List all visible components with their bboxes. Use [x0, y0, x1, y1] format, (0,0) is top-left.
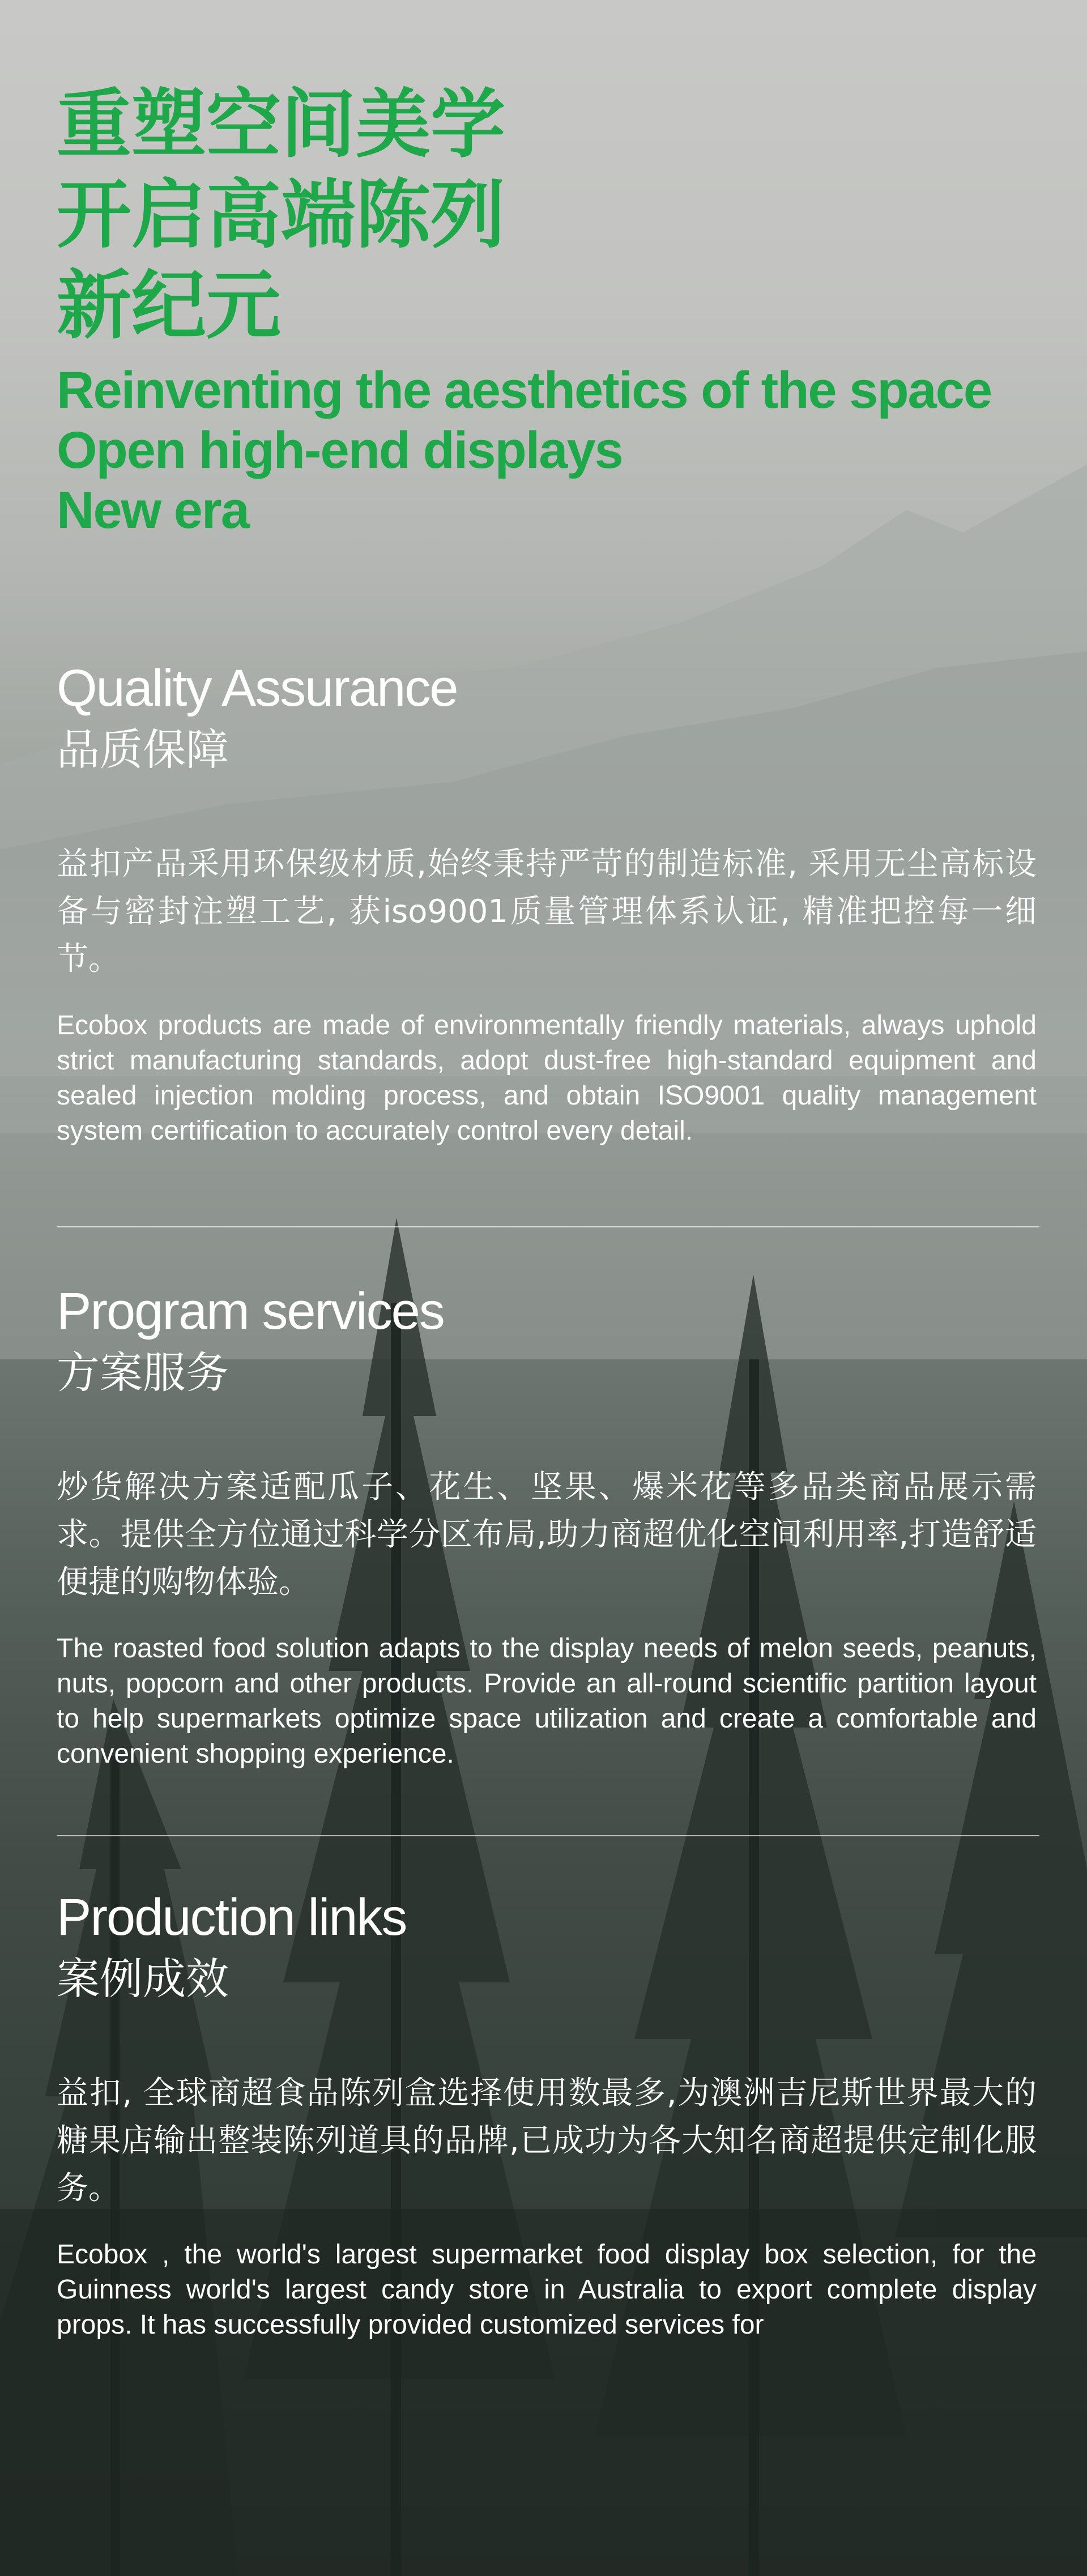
section-body-cn: 益扣, 全球商超食品陈列盒选择使用数最多,为澳洲吉尼斯世界最大的糖果店输出整装陈列道具的品牌,已成功为各大知名商超提供定制化服务。: [57, 2075, 1037, 2207]
section-title-cn: 案例成效: [57, 1954, 229, 2004]
hero-title-cn-line: 开启高端陈列: [57, 172, 505, 259]
hero-title-cn-line: 新纪元: [57, 262, 281, 349]
hero-title-cn: [57, 79, 991, 351]
section-divider: [57, 1226, 1039, 1227]
hero-title-en-line: New era: [57, 481, 249, 539]
section-body-cn: 炒货解决方案适配瓜子、花生、坚果、爆米花等多品类商品展示需求。提供全方位通过科学分区布局,助力商超优化空间利用率,打造舒适便捷的购物体验。: [57, 1469, 1037, 1601]
section-title-cn: 方案服务: [57, 1347, 229, 1398]
section-body-en: Ecobox , the world's largest supermarket food display box selection, for the Guinness world's largest candy store in Australia to export complete display props. It has successfully provided customized services for: [57, 2240, 1037, 2340]
section-program-services: [57, 1280, 1037, 1772]
section-body-en: The roasted food solution adapts to the display needs of melon seeds, peanuts, nuts, popcorn and other products. Provide an all-round scientific partition layout to help supermarkets optimize space utilization and create a comfortable and convenient shopping experience.: [57, 1634, 1037, 1769]
section-title-en: Program services: [57, 1282, 444, 1340]
section-quality-assurance: [57, 657, 1037, 1149]
section-divider: [57, 1835, 1039, 1836]
section-title-en: Production links: [57, 1888, 407, 1946]
section-production-links: [57, 1886, 1037, 2343]
section-title-en: Quality Assurance: [57, 659, 458, 717]
section-body-cn: 益扣产品采用环保级材质,始终秉持严苛的制造标准, 采用无尘高标设备与密封注塑工艺, 获iso9001质量管理体系认证, 精准把控每一细节。: [57, 846, 1037, 978]
hero-title-en-line: Reinventing the aesthetics of the space: [57, 361, 992, 419]
hero-title-en-line: Open high-end displays: [57, 421, 623, 479]
hero: [57, 79, 991, 540]
section-title-cn: 品质保障: [57, 724, 229, 775]
hero-title-en: [57, 360, 991, 540]
section-body-en: Ecobox products are made of environmentally friendly materials, always uphold strict manufacturing standards, adopt dust-free high-standard equipment and sealed injection molding process, and obtain ISO9001 quality management system certification to accurately control every detail.: [57, 1010, 1037, 1146]
hero-title-cn-line: 重塑空间美学: [57, 81, 505, 168]
